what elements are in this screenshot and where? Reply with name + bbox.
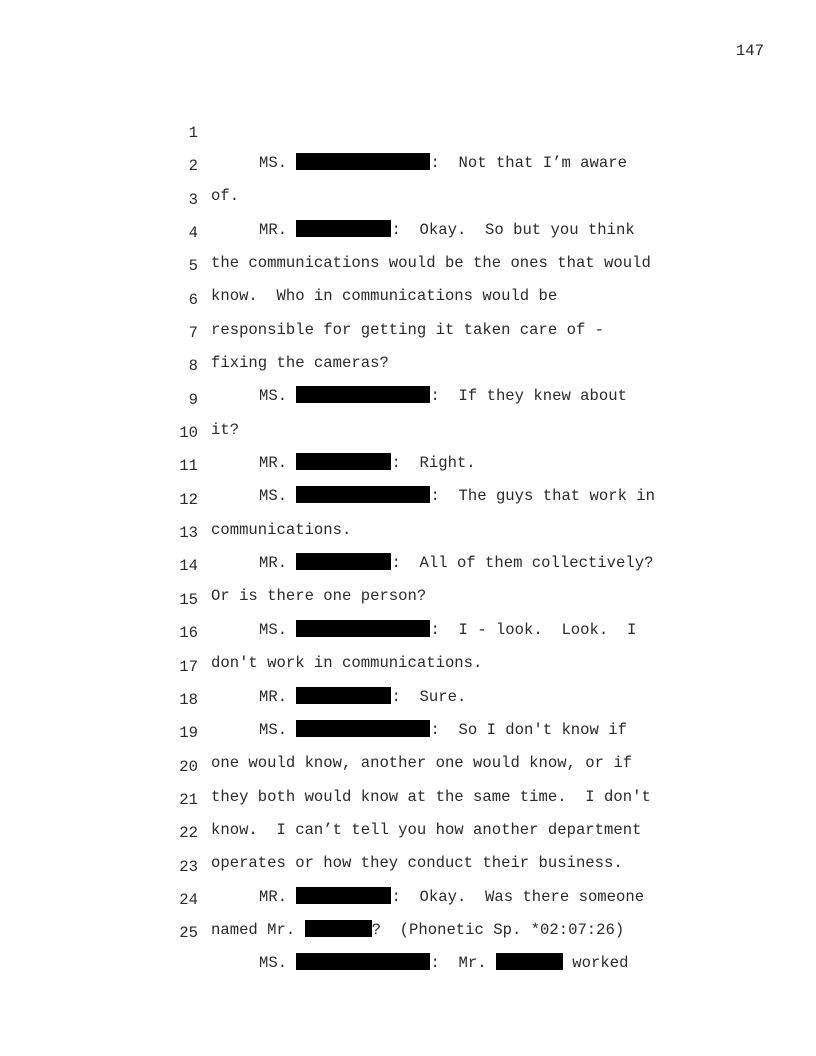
line-text: operates or how they conduct their business.: [211, 854, 623, 873]
speaker-title: MR.: [259, 220, 288, 239]
line-text: fixing the cameras?: [211, 354, 389, 373]
redaction-block: [496, 953, 563, 970]
line-text: of.: [211, 187, 240, 206]
line-content: : Not that I’m aware: [430, 154, 627, 172]
line-content: : Sure.: [391, 687, 467, 706]
speaker-title: MS.: [259, 954, 288, 973]
line-number: 16: [179, 624, 198, 643]
line-number: 14: [179, 557, 198, 576]
line-text: the communications would be the ones that would: [211, 254, 651, 273]
line-text: it?: [211, 420, 240, 439]
line-number: 21: [179, 790, 198, 809]
line-content: : So I don't know if: [430, 720, 627, 739]
line-number: 18: [179, 690, 198, 709]
speaker-title: MR.: [259, 887, 288, 906]
line-number: 3: [188, 190, 198, 209]
line-number: 23: [179, 857, 198, 876]
line-text: they both would know at the same time. I don't: [211, 787, 651, 806]
line-number: 24: [179, 890, 198, 909]
line-text: don't work in communications.: [211, 654, 483, 673]
line-content: : I - look. Look. I: [430, 620, 637, 639]
line-number: 8: [188, 357, 198, 376]
line-number: 12: [179, 490, 198, 509]
line-content: : The guys that work in: [430, 487, 656, 506]
line-content: : Okay. So but you think: [391, 220, 635, 239]
line-text: know. I can’t tell you how another department: [211, 820, 642, 839]
speaker-title: MS.: [259, 487, 288, 506]
line-text: one would know, another one would know, or if: [211, 754, 633, 773]
line-text: [259, 948, 628, 978]
redaction-block: [296, 953, 430, 970]
line-content: : Right.: [391, 454, 476, 473]
line-content: : Mr.: [430, 954, 496, 973]
line-number: 4: [188, 224, 198, 243]
line-content: named Mr.: [211, 920, 305, 939]
line-number: 11: [179, 457, 198, 476]
line-text: responsible for getting it taken care of -: [211, 320, 605, 339]
line-text: communications.: [211, 520, 352, 539]
line-number: 20: [179, 757, 198, 776]
line-number: 10: [179, 424, 198, 443]
line-number: 13: [179, 524, 198, 543]
line-content: : All of them collectively?: [391, 554, 654, 573]
transcript-line: [0, 88, 816, 172]
line-number: 2: [188, 157, 198, 176]
page-number: 147: [735, 42, 764, 60]
line-text: know. Who in communications would be: [211, 287, 558, 306]
line-number: 5: [188, 257, 198, 276]
line-number: 9: [188, 390, 198, 409]
transcript: [0, 88, 816, 973]
line-number: 15: [179, 590, 198, 609]
line-number: 6: [188, 290, 198, 309]
speaker-title: MR.: [259, 687, 288, 706]
line-number: 7: [188, 324, 198, 343]
speaker-title: MS.: [259, 387, 288, 406]
redaction-block: [305, 920, 372, 937]
line-text: Or is there one person?: [211, 587, 427, 606]
speaker-title: MS.: [259, 154, 288, 172]
speaker-title: MR.: [259, 454, 288, 473]
line-content: : If they knew about: [430, 387, 627, 406]
line-content: ? (Phonetic Sp. *02:07:26): [371, 920, 625, 939]
speaker-title: MR.: [259, 554, 288, 573]
speaker-title: MS.: [259, 720, 288, 739]
line-number: 17: [179, 657, 198, 676]
line-number: 1: [188, 124, 198, 142]
line-number: 19: [179, 724, 198, 743]
line-number: 22: [179, 824, 198, 843]
line-content: worked: [562, 954, 629, 973]
line-number: 25: [179, 924, 198, 943]
speaker-title: MS.: [259, 620, 288, 639]
line-content: : Okay. Was there someone: [391, 887, 645, 906]
